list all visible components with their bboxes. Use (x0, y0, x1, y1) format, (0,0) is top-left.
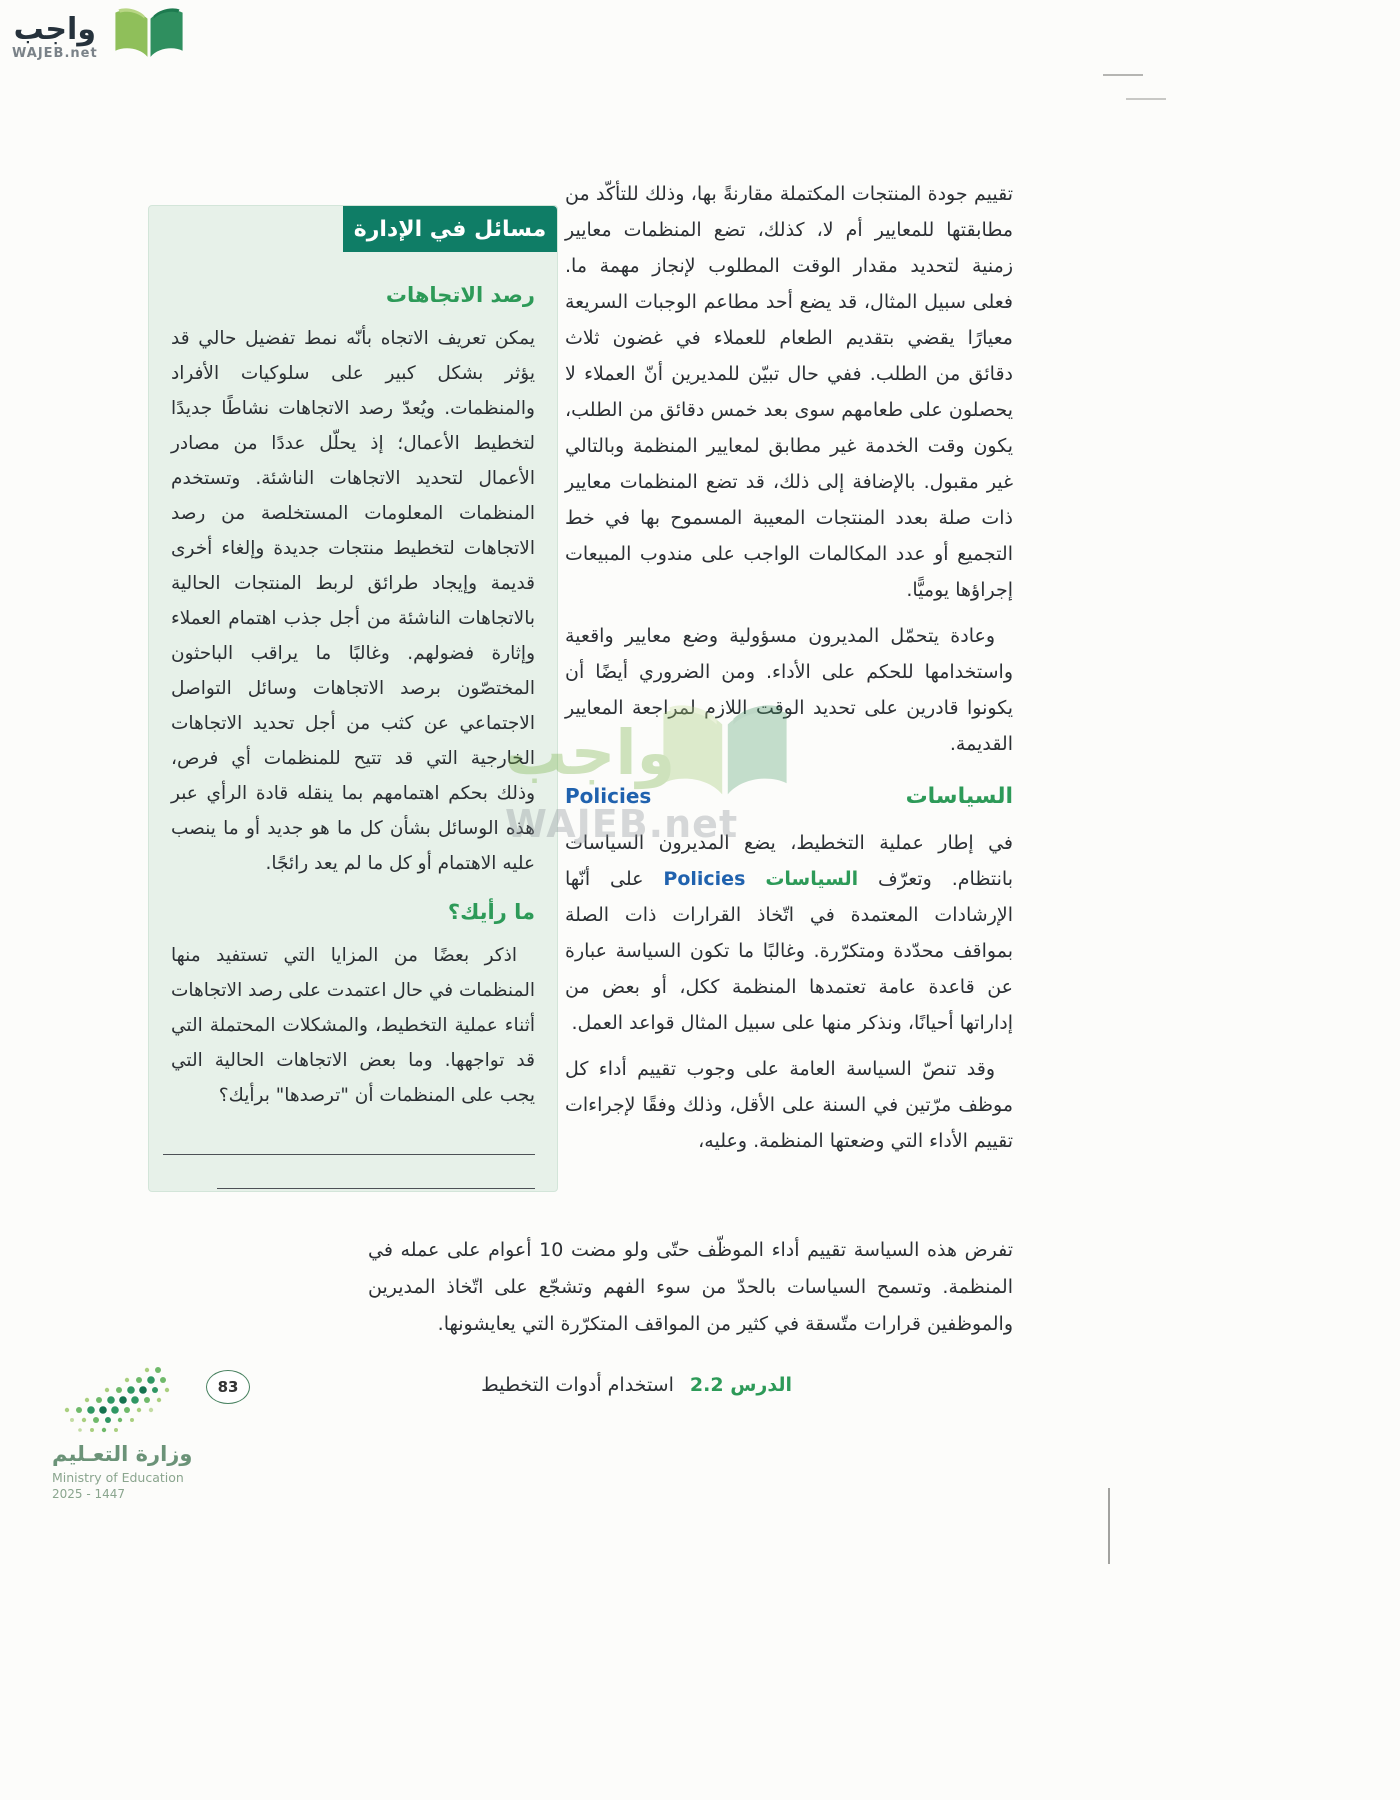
lesson-number-label: الدرس 2.2 (689, 1374, 792, 1396)
policies-heading-arabic: السياسات (905, 784, 1013, 809)
open-book-icon (110, 8, 188, 66)
ministry-edition-year: 2025 - 1447 (52, 1487, 126, 1501)
policies-term-arabic: السياسات (765, 868, 859, 890)
trends-body: يمكن تعريف الاتجاه بأنّه نمط تفضيل حالي قد يؤثر بشكل كبير على سلوكيات الأفراد والمنظمات. ويُعدّ رصد الاتجاهات نشاطًا جديدًا لتخطيط الأعمال؛ إذ يحلّل عددًا من مصادر الأعمال لتحديد الاتجاهات الناشئة. وتستخدم المنظمات المعلومات المستخلصة من رصد الاتجاهات لتخطيط منتجات جديدة وإلغاء أخرى قديمة وإيجاد طرائق لربط المنتجات الحالية بالاتجاهات الناشئة من أجل جذب اهتمام العملاء وإثارة فضولهم. وغالبًا ما يراقب الباحثون المختصّون برصد الاتجاهات وسائل التواصل الاجتماعي عن كثب من أجل تحديد الاتجاهات الخارجية التي قد تتيح للمنظمات أي فرص، وذلك بحكم اهتمامهم بما ينقله قادة الرأي عبر هذه الوسائل بشأن كل ما هو جديد أو ما ينصب عليه الاهتمام أو كل ما لم يعد رائجًا. (171, 328, 535, 874)
policies-text-after: على أنّها الإرشادات المعتمدة في اتّخاذ القرارات ذات الصلة بمواقف محدّدة ومتكرّرة. وغالبًا ما تكون السياسة عبارة عن قاعدة عامة تعتمدها المنظمة ككل، أو بعض من إداراتها أحيانًا، ونذكر منها على سبيل المثال قواعد العمل. (565, 868, 1013, 1034)
ministry-logo (52, 1360, 242, 1501)
print-mark-top-1 (1103, 74, 1143, 76)
trends-heading: رصد الاتجاهات (385, 283, 535, 307)
ministry-name-arabic: وزارة التعـليم (52, 1442, 193, 1466)
page-number-badge: 83 (206, 1370, 250, 1404)
opinion-body: اذكر بعضًا من المزايا التي تستفيد منها المنظمات في حال اعتمدت على رصد الاتجاهات أثناء عملية التخطيط، والمشكلات المحتملة التي قد تواجهها. وما بعض الاتجاهات الحالية التي يجب على المنظمات أن "ترصدها" برأيك؟ (171, 945, 535, 1106)
answer-line-2 (217, 1155, 535, 1189)
policies-heading-english: Policies (565, 784, 652, 808)
answer-line-1 (163, 1121, 535, 1155)
policies-section-heading (565, 778, 1013, 815)
management-issues-box (148, 205, 558, 1192)
print-mark-right (1108, 1488, 1110, 1564)
standards-paragraph-1: تقييم جودة المنتجات المكتملة مقارنةً بها، وذلك للتأكّد من مطابقتها للمعايير أم لا، كذلك، تضع المنظمات معايير زمنية لتحديد مقدار الوقت المطلوب لإنجاز مهمة ما. فعلى سبيل المثال، قد يضع أحد مطاعم الوجبات السريعة معيارًا يقضي بتقديم الطعام للعملاء في غضون ثلاث دقائق من الطلب. ففي حال تبيّن للمديرين أنّ العملاء لا يحصلون على طعامهم سوى بعد خمس دقائق من الطلب، يكون وقت الخدمة غير مطابق لمعايير المنظمة وبالتالي غير مقبول. بالإضافة إلى ذلك، قد تضع المنظمات معايير ذات صلة بعدد المنتجات المعيبة المسموح بها في خط التجميع أو عدد المكالمات الواجب على مندوب المبيعات إجراؤها يوميًّا. (565, 183, 1013, 601)
standards-paragraph-2: وعادة يتحمّل المديرون مسؤولية وضع معايير واقعية واستخدامها للحكم على الأداء. ومن الضروري أيضًا أن يكونوا قادرين على تحديد الوقت اللازم لمراجعة المعايير القديمة. (565, 625, 1013, 755)
policies-paragraph-3: تفرض هذه السياسة تقييم أداء الموظّف حتّى ولو مضت 10 أعوام على عمله في المنظمة. وتسمح السياسات بالحدّ من سوء الفهم وتشجّع على اتّخاذ المديرين والموظفين قرارات متّسقة في كثير من المواقف المتكرّرة التي يعايشونها. (368, 1239, 1013, 1335)
watermark-arabic-text: واجب (505, 716, 676, 789)
watermark-latin-text: WAJEB.net (505, 802, 739, 846)
policies-text-before: في إطار عملية التخطيط، يضع المديرون السياسات بانتظام. وتعرّف (565, 832, 1014, 890)
wajeb-logo-latin: WAJEB.net (12, 46, 98, 61)
ministry-dots-emblem (52, 1360, 242, 1438)
policies-term-english: Policies (663, 868, 746, 890)
print-mark-top-2 (1126, 98, 1166, 100)
ministry-name-english: Ministry of Education (52, 1470, 184, 1485)
opinion-heading: ما رأيك؟ (447, 900, 535, 924)
wajeb-logo-arabic: واجب (13, 12, 96, 47)
footer-lesson (430, 1374, 792, 1396)
policies-paragraph-2: وقد تنصّ السياسة العامة على وجوب تقييم أداء كل موظف مرّتين في السنة على الأقل، وذلك وفقًا لإجراءات تقييم الأداء التي وضعتها المنظمة. وعليه، (565, 1058, 1013, 1152)
lesson-title: استخدام أدوات التخطيط (481, 1374, 674, 1396)
management-issues-box-title: مسائل في الإدارة (343, 206, 557, 252)
management-issues-box-body (149, 264, 557, 1191)
wajeb-logo (12, 8, 188, 66)
main-text-column (565, 176, 1013, 1169)
policies-paragraph-1 (565, 825, 1013, 1041)
